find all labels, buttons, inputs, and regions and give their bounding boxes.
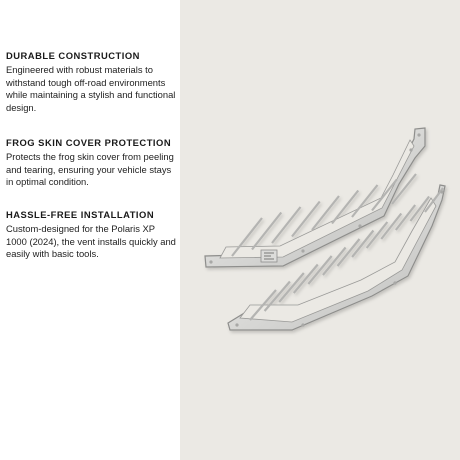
feature-description: Engineered with robust materials to withstand tough off-road environments while maintaining a stylish and functional design. [6,64,176,113]
screw-hole-icon [209,260,212,263]
feature-title: FROG SKIN COVER PROTECTION [6,137,172,148]
upper-vent-cover [205,128,425,267]
vent-slat [252,213,281,250]
feature-hassle-free-installation [6,209,178,261]
screw-hole-icon [393,281,396,284]
feature-title: HASSLE-FREE INSTALLATION [6,209,155,220]
screw-hole-icon [358,224,361,227]
vent-slat [272,207,301,243]
feature-frog-skin-protection [6,137,178,189]
vent-slat [294,265,318,294]
screw-hole-icon [301,249,304,252]
feature-durable-construction [6,50,178,114]
feature-description: Custom-designed for the Polaris XP 1000 (2024), the vent installs quickly and easily with basic tools. [6,223,176,260]
vent-product-image [180,0,460,460]
product-image-panel [180,0,460,460]
vent-slat [279,273,304,302]
screw-hole-icon [409,148,412,151]
screw-hole-icon [440,190,443,193]
screw-hole-icon [235,323,238,326]
screw-hole-icon [417,133,420,136]
feature-title: DURABLE CONSTRUCTION [6,50,140,61]
screw-hole-icon [301,323,304,326]
feature-panel [0,0,180,460]
feature-description: Protects the frog skin cover from peeling and tearing, ensuring your vehicle stays in optimal condition. [6,151,174,188]
